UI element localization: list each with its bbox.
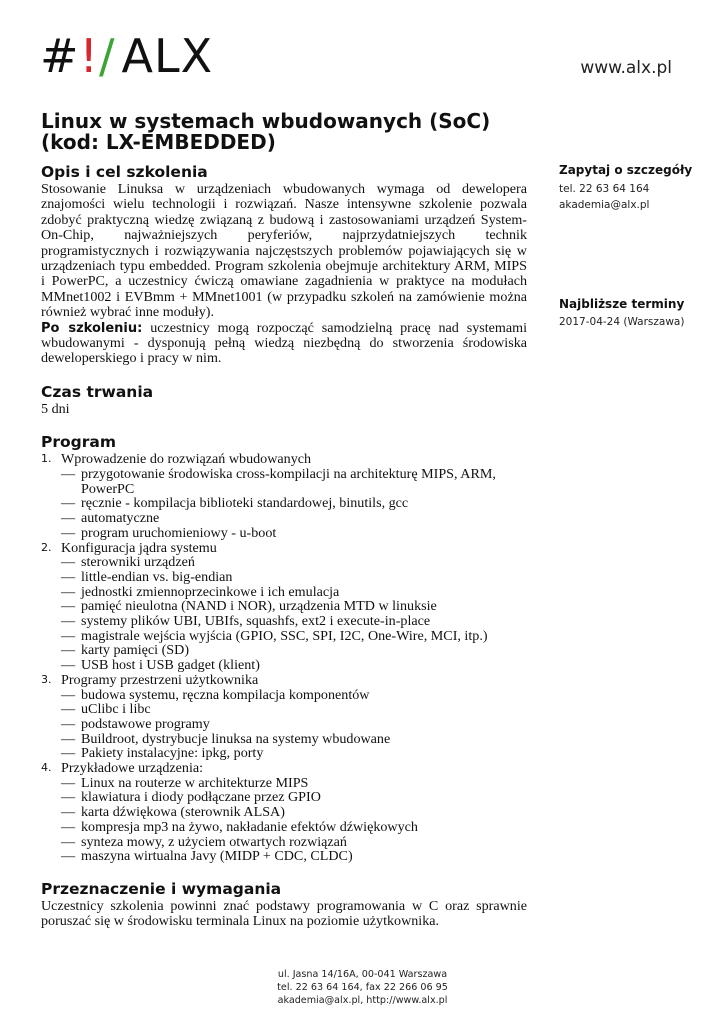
program-item-text: program uruchomieniowy - u-boot bbox=[81, 524, 277, 541]
duration-value: 5 dni bbox=[41, 400, 70, 417]
program-item bbox=[61, 717, 527, 732]
main-content bbox=[41, 163, 527, 930]
program-item-text: synteza mowy, z użyciem otwartych rozwiązań bbox=[81, 833, 347, 850]
program-item-text: uClibc i libc bbox=[81, 701, 151, 718]
program-item bbox=[61, 776, 527, 791]
list-dash: — bbox=[61, 657, 76, 674]
program-group bbox=[41, 761, 527, 864]
program-group-title: Wprowadzenie do rozwiązań wbudowanych bbox=[61, 451, 312, 468]
list-dash: — bbox=[61, 554, 76, 571]
program-item-text: Linux na routerze w architekturze MIPS bbox=[81, 774, 309, 791]
course-title bbox=[41, 111, 561, 153]
program-group-number: 1. bbox=[41, 452, 52, 466]
program-item bbox=[61, 467, 527, 496]
program-item-text: ręcznie - kompilacja biblioteki standardowej, binutils, gcc bbox=[81, 495, 409, 512]
list-dash: — bbox=[61, 598, 76, 615]
program-group-title: Programy przestrzeni użytkownika bbox=[61, 671, 259, 688]
program-item-text: klawiatura i diody podłączane przez GPIO bbox=[81, 789, 321, 806]
program-group bbox=[41, 673, 527, 761]
list-dash: — bbox=[61, 642, 76, 659]
program-item-text: przygotowanie środowiska cross-kompilacji na architekturę MIPS, ARM, PowerPC bbox=[81, 465, 496, 497]
program-item bbox=[61, 643, 527, 658]
program-item-text: kompresja mp3 na żywo, nakładanie efektów dźwiękowych bbox=[81, 818, 418, 835]
program-item bbox=[61, 805, 527, 820]
next-date: 2017-04-24 (Warszawa) bbox=[559, 316, 685, 328]
requirements-paragraph: Uczestnicy szkolenia powinni znać podstawy programowania w C oraz sprawnie poruszać się w środowisku terminala Linux na poziomie użytkownika. bbox=[41, 897, 527, 930]
section-heading-czas: Czas trwania bbox=[41, 382, 154, 401]
program-item bbox=[61, 526, 527, 541]
program-item-text: systemy plików UBI, UBIfs, squashfs, ext2 i execute-in-place bbox=[81, 613, 431, 630]
program-item-text: little-endian vs. big-endian bbox=[81, 568, 233, 585]
program-item bbox=[61, 746, 527, 761]
program-group bbox=[41, 541, 527, 673]
list-dash: — bbox=[61, 465, 76, 482]
after-training-text: uczestnicy mogą rozpocząć samodzielną pracę nad systemami wbudowanymi - dysponują pełną wiedzą niezbędną do stworzenia środowiska deweloperskiego i pracy w nim. bbox=[41, 319, 527, 367]
program-list bbox=[41, 452, 527, 864]
list-dash: — bbox=[61, 686, 76, 703]
list-dash: — bbox=[61, 701, 76, 718]
program-item-text: magistrale wejścia wyjścia (GPIO, SSC, SPI, I2C, One-Wire, MCI, itp.) bbox=[81, 627, 488, 644]
list-dash: — bbox=[61, 715, 76, 732]
program-item bbox=[61, 820, 527, 835]
program-item-text: pamięć nieulotna (NAND i NOR), urządzenia MTD w linuksie bbox=[81, 598, 437, 615]
program-item-text: Pakiety instalacyjne: ipkg, porty bbox=[81, 745, 264, 762]
program-item bbox=[61, 732, 527, 747]
course-title-line1: Linux w systemach wbudowanych (SoC) bbox=[41, 109, 491, 133]
program-item-text: karty pamięci (SD) bbox=[81, 642, 190, 659]
contact-email[interactable]: akademia@alx.pl bbox=[559, 199, 650, 211]
program-item-text: jednostki zmiennoprzecinkowe i ich emulacja bbox=[81, 583, 340, 600]
sidebar bbox=[559, 163, 709, 330]
list-dash: — bbox=[61, 495, 76, 512]
opis-paragraph: Stosowanie Linuksa w urządzeniach wbudowanych wymaga od dewelopera znajomości wielu technologii i rozwiązań. Nasze intensywne szkolenie pozwala zdobyć praktyczną wiedzę związaną z budową i zastosowaniami urządzeń System-On-Chip, najważniejszych peryferiów, najprzydatniejszych technik programistycznych i rozwiązywania najczęstszych problemów pojawiających się w urządzeniach typu embedded. Program szkolenia obejmuje architektury ARM, MIPS i PowerPC, a uczestnicy ćwiczą omawiane zagadnienia w praktyce na modułach MMnet1002 i EVBmm + MMnet1001 (w przypadku szkoleń na zamówienie można również wybrać inne moduły). bbox=[41, 181, 527, 321]
program-group-number: 3. bbox=[41, 672, 52, 686]
program-item bbox=[61, 835, 527, 850]
program-item-text: Buildroot, dystrybucje linuksa na systemy wbudowane bbox=[81, 730, 391, 747]
list-dash: — bbox=[61, 818, 76, 835]
list-dash: — bbox=[61, 568, 76, 585]
program-item bbox=[61, 629, 527, 644]
program-item-text: karta dźwiękowa (sterownik ALSA) bbox=[81, 804, 285, 821]
program-item-text: budowa systemu, ręczna kompilacja komponentów bbox=[81, 686, 370, 703]
program-group-number: 2. bbox=[41, 540, 52, 554]
section-heading-opis: Opis i cel szkolenia bbox=[41, 163, 208, 181]
footer-contact[interactable]: akademia@alx.pl, http://www.alx.pl bbox=[277, 995, 448, 1006]
program-group-number: 4. bbox=[41, 761, 52, 775]
section-heading-program: Program bbox=[41, 433, 117, 452]
footer-phone: tel. 22 63 64 164, fax 22 266 06 95 bbox=[277, 982, 448, 993]
section-heading-wymagania: Przeznaczenie i wymagania bbox=[41, 879, 282, 898]
program-group bbox=[41, 452, 527, 540]
list-dash: — bbox=[61, 833, 76, 850]
program-group-title: Przykładowe urządzenia: bbox=[61, 760, 204, 777]
contact-phone[interactable]: tel. 22 63 64 164 bbox=[559, 183, 650, 195]
list-dash: — bbox=[61, 524, 76, 541]
after-training-label: Po szkoleniu: bbox=[41, 320, 143, 336]
list-dash: — bbox=[61, 745, 76, 762]
list-dash: — bbox=[61, 510, 76, 527]
logo-hash: # bbox=[40, 29, 80, 83]
program-item bbox=[61, 790, 527, 805]
program-item-text: maszyna wirtualna Javy (MIDP + CDC, CLDC) bbox=[81, 848, 353, 865]
program-item bbox=[61, 496, 527, 511]
list-dash: — bbox=[61, 789, 76, 806]
logo-text: ALX bbox=[121, 29, 214, 83]
dates-heading: Najbliższe terminy bbox=[559, 297, 685, 311]
program-item bbox=[61, 585, 527, 600]
footer bbox=[0, 968, 725, 1007]
alx-logo[interactable] bbox=[40, 29, 214, 83]
after-training-paragraph bbox=[41, 321, 527, 367]
list-dash: — bbox=[61, 848, 76, 865]
list-dash: — bbox=[61, 627, 76, 644]
program-item bbox=[61, 555, 527, 570]
program-item-text: USB host i USB gadget (klient) bbox=[81, 657, 260, 674]
program-item bbox=[61, 599, 527, 614]
site-url-link[interactable]: www.alx.pl bbox=[580, 58, 672, 78]
logo-bang: ! bbox=[79, 29, 99, 83]
logo-slash: / bbox=[99, 29, 116, 83]
list-dash: — bbox=[61, 774, 76, 791]
program-item bbox=[61, 688, 527, 703]
course-title-line2: (kod: LX-EMBEDDED) bbox=[41, 130, 276, 154]
list-dash: — bbox=[61, 583, 76, 600]
footer-address: ul. Jasna 14/16A, 00-041 Warszawa bbox=[277, 969, 448, 980]
list-dash: — bbox=[61, 613, 76, 630]
program-item-text: sterowniki urządzeń bbox=[81, 554, 195, 571]
list-dash: — bbox=[61, 804, 76, 821]
list-dash: — bbox=[61, 730, 76, 747]
program-item bbox=[61, 658, 527, 673]
program-item bbox=[61, 849, 527, 864]
program-item bbox=[61, 702, 527, 717]
program-group-title: Konfiguracja jądra systemu bbox=[61, 539, 217, 556]
program-item bbox=[61, 614, 527, 629]
program-item bbox=[61, 511, 527, 526]
program-item-text: podstawowe programy bbox=[81, 715, 210, 732]
program-item bbox=[61, 570, 527, 585]
contact-heading: Zapytaj o szczegóły bbox=[559, 163, 693, 177]
program-item-text: automatyczne bbox=[81, 510, 160, 527]
